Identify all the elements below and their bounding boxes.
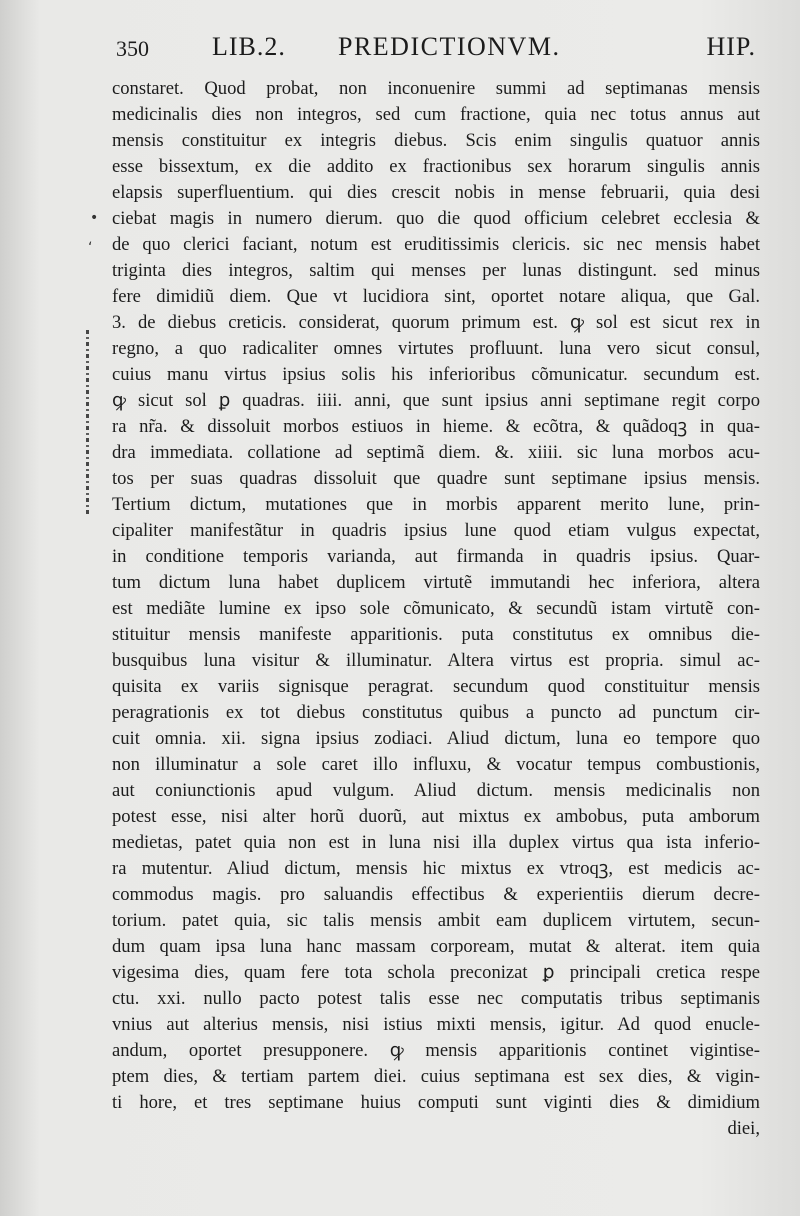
text-line: in conditione temporis varianda, aut firmanda in quadris ipsius. Quar- [112,546,760,567]
text-line: non illuminatur a sole caret illo influxu, & vocatur tempus combustionis, [112,754,760,775]
text-line: tum dictum luna habet duplicem virtutẽ immutandi hec inferiora, altera [112,572,760,593]
page-number: 350 [116,36,149,61]
text-line: busquibus luna visitur & illuminatur. Altera virtus est propria. simul ac- [112,650,760,671]
text-line: ctu. xxi. nullo pacto potest talis esse nec computatis tribus septimanis [112,988,760,1009]
text-line: regno, a quo radicaliter omnes virtutes profluunt. luna vero sicut consul, [112,338,760,359]
margin-mark: ‘ [88,240,93,256]
body-text [112,76,760,1142]
marginal-annotation-line [86,330,89,515]
text-line: dra immediata. collatione ad septimã diem. &. xiiii. sic luna morbos acu- [112,442,760,463]
margin-mark: • [90,210,99,226]
running-head-author: HIP. [706,32,756,61]
text-line: constaret. Quod probat, non inconuenire summi ad septimanas mensis [112,78,760,99]
text-line: triginta dies integros, saltim qui menses per lunas distingunt. sed minus [112,260,760,281]
text-line: ꝙ sicut sol ꝑ quadras. iiii. anni, que sunt ipsius anni septimane regit corpo [112,390,760,411]
text-line: cuit omnia. xii. signa ipsius zodiaci. Aliud dictum, luna eo tempore quo [112,728,760,749]
text-line: vigesima dies, quam fere tota schola preconizat ꝑ principali cretica respe [112,962,760,983]
text-line: peragrationis ex tot diebus constitutus quibus a puncto ad punctum cir- [112,702,760,723]
text-line: commodus magis. pro saluandis effectibus & experientiis dierum decre- [112,884,760,905]
text-line: cipaliter manifestãtur in quadris ipsius lune quod etiam vulgus expectat, [112,520,760,541]
text-line: aut coniunctionis apud vulgum. Aliud dictum. mensis medicinalis non [112,780,760,801]
text-line: potest esse, nisi alter horũ duorũ, aut mixtus ex ambobus, puta amborum [112,806,760,827]
text-line: esse bissextum, ex die addito ex fractionibus sex horarum singulis annis [112,156,760,177]
text-line: vnius aut alterius mensis, nisi istius mixti mensis, igitur. Ad quod enucle- [112,1014,760,1035]
text-line: cuius manu virtus ipsius solis his inferioribus cõmunicatur. secundum est. [112,364,760,385]
margin-marks [70,190,110,530]
text-line: mensis constituitur ex integris diebus. Scis enim singulis quatuor annis [112,130,760,151]
text-line: Tertium dictum, mutationes que in morbis apparent merito lune, prin- [112,494,760,515]
text-line: ti hore, et tres septimane huius computi sunt viginti dies & dimidium [112,1092,760,1113]
running-title: PREDICTIONVM. [338,32,561,61]
text-line: diei, [727,1118,760,1139]
text-line: elapsis superfluentium. qui dies crescit nobis in mense februarii, quia desi [112,182,760,203]
running-header [116,30,756,66]
text-line: de quo clerici faciant, notum est eruditissimis clericis. sic nec mensis habet [112,234,760,255]
text-line: est mediãte lumine ex ipso sole cõmunicato, & secundũ istam virtutẽ con- [112,598,760,619]
text-line: 3. de diebus creticis. considerat, quorum primum est. ꝙ sol est sicut rex in [112,312,760,333]
text-line: dum quam ipsa luna hanc massam corpoream, mutat & alterat. item quia [112,936,760,957]
text-line: quisita ex variis signisque peragrat. secundum quod constituitur mensis [112,676,760,697]
text-line: andum, oportet presupponere. ꝙ mensis apparitionis continet vigintise- [112,1040,760,1061]
text-line: medietas, patet quia non est in luna nisi illa duplex virtus qua ista inferio- [112,832,760,853]
text-line: medicinalis dies non integros, sed cum fractione, quia nec totus annus aut [112,104,760,125]
text-line: stituitur mensis manifeste apparitionis. puta constitutus ex omnibus die- [112,624,760,645]
text-line: ptem dies, & tertiam partem diei. cuius septimana est sex dies, & vigin- [112,1066,760,1087]
text-line: ciebat magis in numero dierum. quo die quod officium celebret ecclesia & [112,208,760,229]
book-number: LIB.2. [212,32,286,61]
text-line: ra mutentur. Aliud dictum, mensis hic mixtus ex vtroqꝫ, est medicis ac- [112,858,760,879]
text-line: fere dimidiũ diem. Que vt lucidiora sint, oportet notare aliqua, que Gal. [112,286,760,307]
text-line: torium. patet quia, sic talis mensis ambit eam duplicem virtutem, secun- [112,910,760,931]
text-line: ra nr̃a. & dissoluit morbos estiuos in hieme. & ecõtra, & quãdoqꝫ in qua- [112,416,760,437]
text-line: tos per suas quadras dissoluit que quadre sunt septimane ipsius mensis. [112,468,760,489]
